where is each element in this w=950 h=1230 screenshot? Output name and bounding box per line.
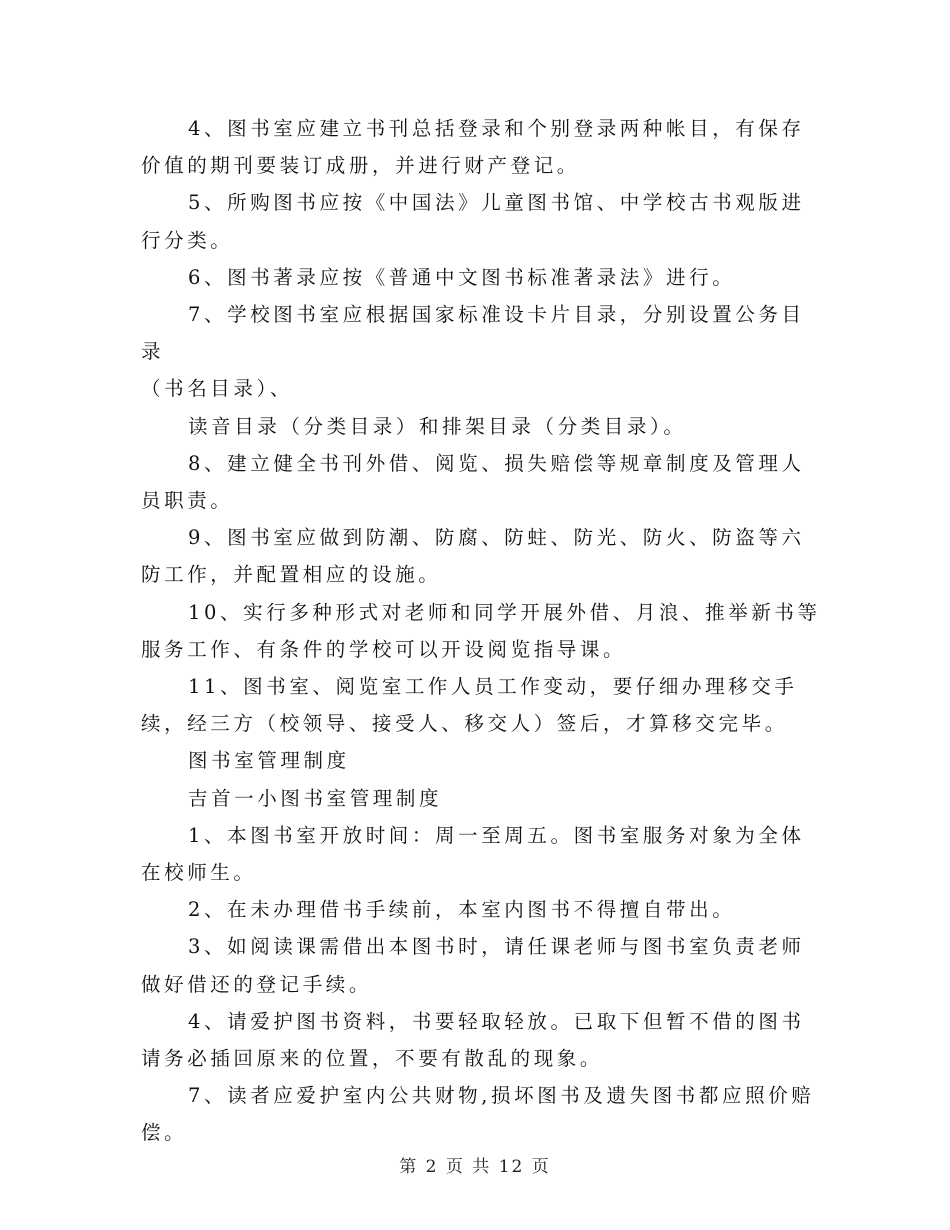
- paragraph-rule-11: 11、图书室、阅览室工作人员工作变动，要仔细办理移交手续，经三方（校领导、接受人、移交人）签后，才算移交完毕。: [141, 675, 798, 736]
- paragraph-rule-7: 7、学校图书室应根据国家标准设卡片目录，分别设置公务目录: [141, 303, 805, 364]
- paragraph-policy-7: 7、读者应爱护室内公共财物,损坏图书及遗失图书都应照价赔偿。: [141, 1084, 815, 1145]
- paragraph-rule-10: 10、实行多种形式对老师和同学开展外借、月浪、推举新书等服务工作、有条件的学校可以开设阅览指导课。: [141, 600, 821, 661]
- document-body: [141, 110, 821, 1152]
- section-heading: 图书室管理制度: [188, 749, 350, 773]
- section-subheading: 吉首一小图书室管理制度: [188, 786, 443, 810]
- paragraph-rule-5: 5、所购图书应按《中国法》儿童图书馆、中学校古书观版进行分类。: [141, 191, 805, 252]
- paragraph-policy-3: 3、如阅读课需借出本图书时，请任课老师与图书室负责老师做好借还的登记手续。: [141, 935, 805, 996]
- paragraph-policy-2: 2、在未办理借书手续前，本室内图书不得擅自带出。: [188, 898, 736, 922]
- paragraph-rule-8: 8、建立健全书刊外借、阅览、损失赔偿等规章制度及管理人员职责。: [141, 451, 805, 513]
- page-number-footer: 第 2 页 共 12 页: [399, 1157, 551, 1177]
- paragraph-rule-7-catalogs: 读音目录（分类目录）和排架目录（分类目录）。: [188, 414, 687, 438]
- paragraph-rule-4: 4、图书室应建立书刊总括登录和个别登录两种帐目，有保存价值的期刊要装订成册，并进行财产登记。: [141, 117, 805, 178]
- paragraph-rule-9: 9、图书室应做到防潮、防腐、防蛀、防光、防火、防盗等六防工作，并配置相应的设施。: [141, 526, 805, 587]
- paragraph-policy-4: 4、请爱护图书资料，书要轻取轻放。已取下但暂不借的图书请务必插回原来的位置，不要有散乱的现象。: [141, 1009, 805, 1071]
- paragraph-policy-1: 1、本图书室开放时间：周一至周五。图书室服务对象为全体在校师生。: [141, 823, 805, 885]
- paragraph-rule-7-continued: （书名目录）、: [141, 377, 293, 401]
- paragraph-rule-6: 6、图书著录应按《普通中文图书标准著录法》进行。: [188, 265, 736, 289]
